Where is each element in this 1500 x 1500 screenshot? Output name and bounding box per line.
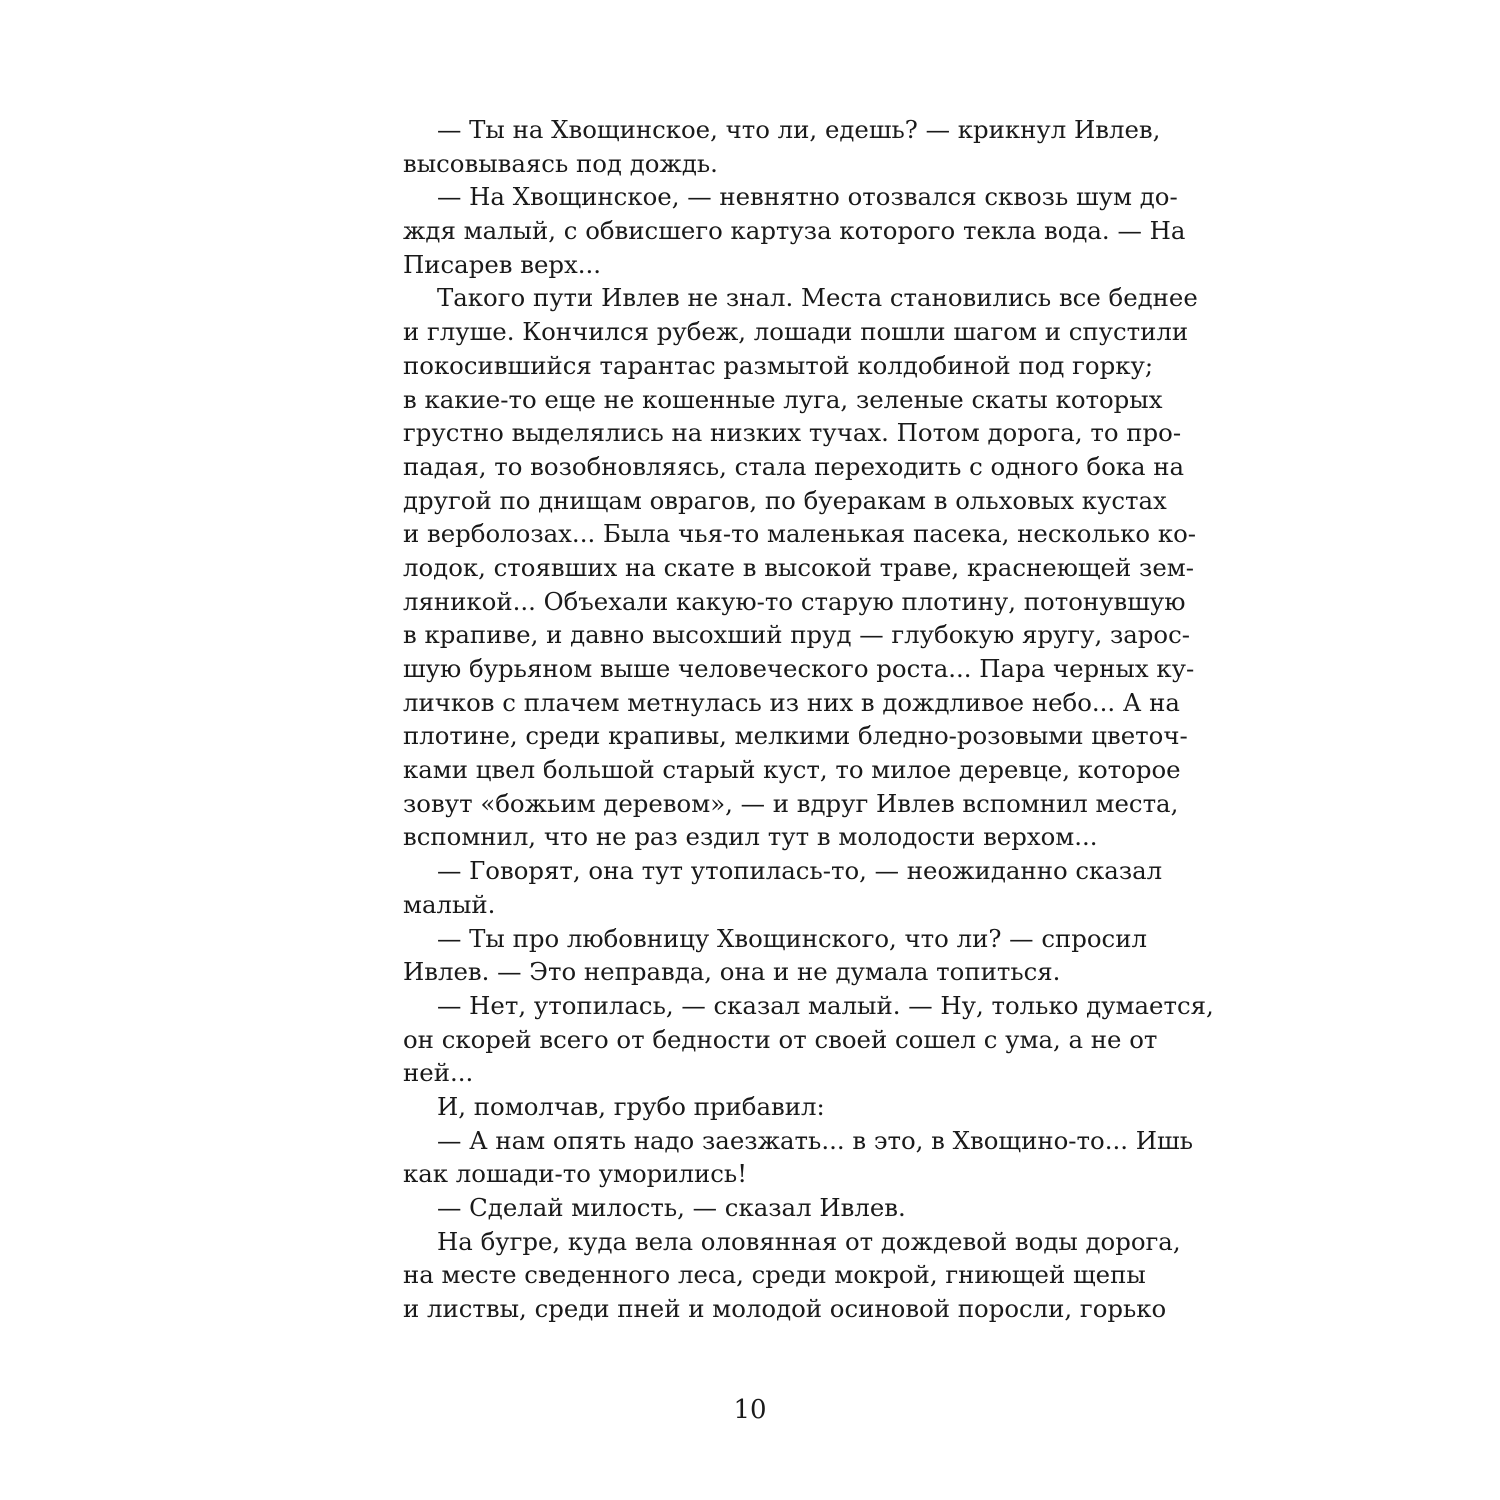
text-line: — Говорят, она тут утопилась-то, — неожиданно сказал	[437, 856, 1163, 886]
text-line: — Сделай милость, — сказал Ивлев.	[437, 1193, 906, 1222]
text-line: ками цвел большой старый куст, то милое деревце, которое	[403, 755, 1181, 785]
text-line: Такого пути Ивлев не знал. Места становились все беднее	[437, 283, 1198, 313]
text-line: и верболозах... Была чья-то маленькая пасека, несколько ко-	[403, 519, 1197, 549]
text-line: ней...	[403, 1058, 474, 1088]
text-line: высовываясь под дождь.	[403, 148, 718, 178]
text-line: плотине, среди крапивы, мелкими бледно-розовыми цветоч-	[403, 721, 1188, 751]
text-line: — На Хвощинское, — невнятно отозвался сквозь шум до-	[437, 182, 1178, 212]
text-line: ждя малый, с обвисшего картуза которого текла вода. — На	[403, 216, 1186, 246]
text-line: ляникой... Объехали какую-то старую плотину, потонувшую	[403, 586, 1186, 616]
text-line: на месте сведенного леса, среди мокрой, гниющей щепы	[403, 1260, 1146, 1290]
text-line: покосившийся тарантас размытой колдобиной под горку;	[403, 350, 1154, 380]
text-line: Ивлев. — Это неправда, она и не думала топиться.	[403, 957, 1061, 987]
text-line: падая, то возобновляясь, стала переходить с одного бока на	[403, 451, 1185, 481]
text-line: лодок, стоявших на скате в высокой траве, краснеющей зем-	[403, 552, 1194, 582]
text-line: — Ты про любовницу Хвощинского, что ли? — спросил	[437, 923, 1147, 953]
text-line: вспомнил, что не раз ездил тут в молодости верхом...	[403, 822, 1098, 852]
text-line: — Нет, утопилась, — сказал малый. — Ну, только думается,	[437, 990, 1214, 1020]
text-line: малый.	[403, 889, 496, 919]
text-line: Писарев верх...	[403, 249, 602, 279]
text-line: в крапиве, и давно высохший пруд — глубокую яругу, зарос-	[403, 620, 1190, 650]
text-line: И, помолчав, грубо прибавил:	[437, 1091, 825, 1121]
text-line: шую бурьяном выше человеческого роста... Пара черных ку-	[403, 654, 1195, 683]
text-line: в какие-то еще не кошенные луга, зеленые скаты которых	[403, 384, 1163, 414]
text-line: личков с плачем метнулась из них в дождливое небо... А на	[403, 687, 1180, 717]
body-text	[403, 113, 1214, 1326]
text-line: он скорей всего от бедности от своей сошел с ума, а не от	[403, 1024, 1158, 1054]
text-line: другой по днищам оврагов, по буеракам в ольховых кустах	[403, 485, 1167, 515]
text-line: как лошади-то уморились!	[403, 1159, 747, 1189]
page-number: 10	[733, 1395, 767, 1425]
text-line: и листвы, среди пней и молодой осиновой поросли, горько	[403, 1294, 1167, 1324]
text-line: зовут «божьим деревом», — и вдруг Ивлев вспомнил места,	[403, 788, 1179, 818]
text-line: грустно выделялись на низких тучах. Потом дорога, то про-	[403, 418, 1182, 448]
text-line: На бугре, куда вела оловянная от дождевой воды дорога,	[437, 1226, 1181, 1256]
text-line: — Ты на Хвощинское, что ли, едешь? — крикнул Ивлев,	[437, 115, 1161, 144]
text-line: — А нам опять надо заезжать... в это, в Хвощино-то... Ишь	[437, 1125, 1193, 1155]
text-line: и глуше. Кончился рубеж, лошади пошли шагом и спустили	[403, 317, 1189, 347]
